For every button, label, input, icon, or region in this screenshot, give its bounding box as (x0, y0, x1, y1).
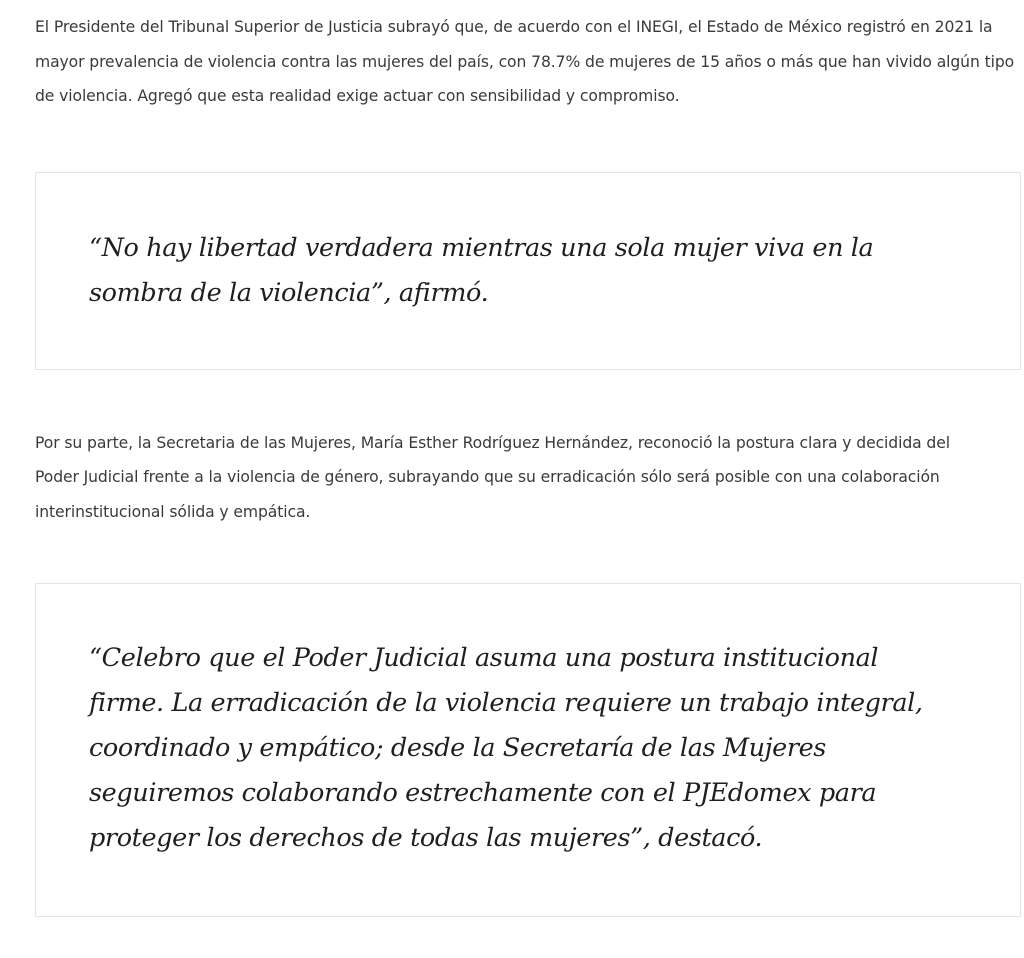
pull-quote-1 (35, 172, 1021, 370)
article-paragraph-2-wrapper (35, 426, 1021, 530)
pull-quote-1-text: “No hay libertad verdadera mientras una sola mujer viva en la sombra de la violencia”, afirmó. (89, 232, 874, 308)
pull-quote-2-text: “Celebro que el Poder Judicial asuma una postura institucional firme. La erradicación de la violencia requiere un trabajo integral, coordinado y empático; desde la Secretaría de las Mujeres seguiremos colaborando estrechamente con el PJEdomex para proteger los derechos de todas las mujeres”, destacó. (89, 643, 923, 853)
article-paragraph-secretaria: Por su parte, la Secretaria de las Mujeres, María Esther Rodríguez Hernández, reconoció la postura clara y decidida del Poder Judicial frente a la violencia de género, subrayando que su erradicación sólo será posible con una colaboración interinstitucional sólida y empática. (35, 433, 950, 521)
article-paragraph-inegi: El Presidente del Tribunal Superior de Justicia subrayó que, de acuerdo con el INEGI, el Estado de México registró en 2021 la mayor prevalencia de violencia contra las mujeres del país, con 78.7% de mujeres de 15 años o más que han vivido algún tipo de violencia. Agregó que esta realidad exige actuar con sensibilidad y compromiso. (35, 18, 1015, 105)
article-body (35, 10, 1021, 917)
pull-quote-2 (35, 583, 1021, 917)
